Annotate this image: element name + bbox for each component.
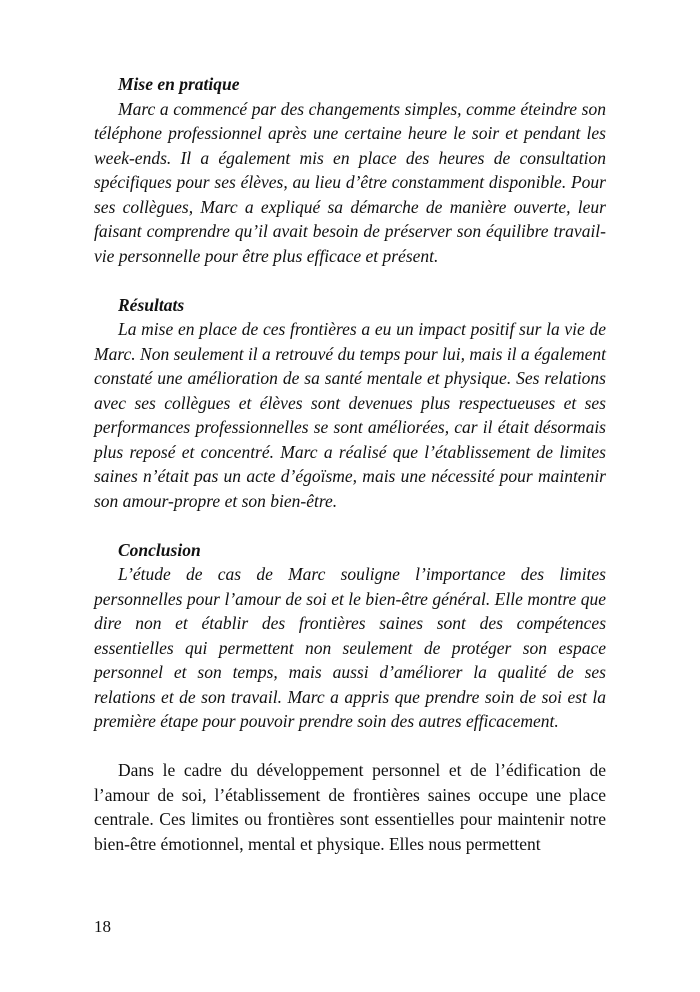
section-paragraph: Marc a commencé par des changements simples, comme éteindre son téléphone professionnel après une certaine heure le soir et pendant les week-ends. Il a également mis en place des heures de consultation spécifiques pour ses élèves, au lieu d’être constamment disponible. Pour ses collègues, Marc a expliqué sa démarche de manière ouverte, leur faisant comprendre qu’il avait besoin de préserver son équilibre travail-vie personnelle pour être plus efficace et présent. [94,98,606,266]
spacer [94,734,606,759]
spacer [94,268,606,293]
page-number: 18 [94,917,111,936]
section-heading: Conclusion [118,539,201,560]
page-body [94,72,606,856]
section-paragraph: L’étude de cas de Marc souligne l’importance des limites personnelles pour l’amour de soi et le bien-être général. Elle montre que dire non et établir des frontières saines sont des compétences essentielles qui permettent non seulement de protéger son espace personnel et son temps, mais aussi d’améliorer la qualité de ses relations et de son travail. Marc a appris que prendre soin de soi est la première étape pour pouvoir prendre soin des autres efficacement. [94,564,606,731]
section-conclusion [94,538,606,734]
section-mise-en-pratique [94,72,606,268]
spacer [94,513,606,538]
closing-paragraph: Dans le cadre du développement personnel et de l’édification de l’amour de soi, l’établissement de frontières saines occupe une place centrale. Ces limites ou frontières sont essentielles pour maintenir notre bien-être émotionnel, mental et physique. Elles nous permettent [94,760,606,854]
section-resultats [94,293,606,514]
section-paragraph: La mise en place de ces frontières a eu un impact positif sur la vie de Marc. Non seulement il a retrouvé du temps pour lui, mais il a également constaté une amélioration de sa santé mentale et physique. Ses relations avec ses collègues et élèves sont devenues plus respectueuses et ses performances professionnelles se sont améliorées, car il était désormais plus reposé et concentré. Marc a réalisé que l’établissement de limites saines n’était pas un acte d’égoïsme, mais une nécessité pour maintenir son amour-propre et son bien-être. [94,319,606,511]
section-heading: Résultats [118,294,185,315]
section-heading: Mise en pratique [118,74,240,94]
